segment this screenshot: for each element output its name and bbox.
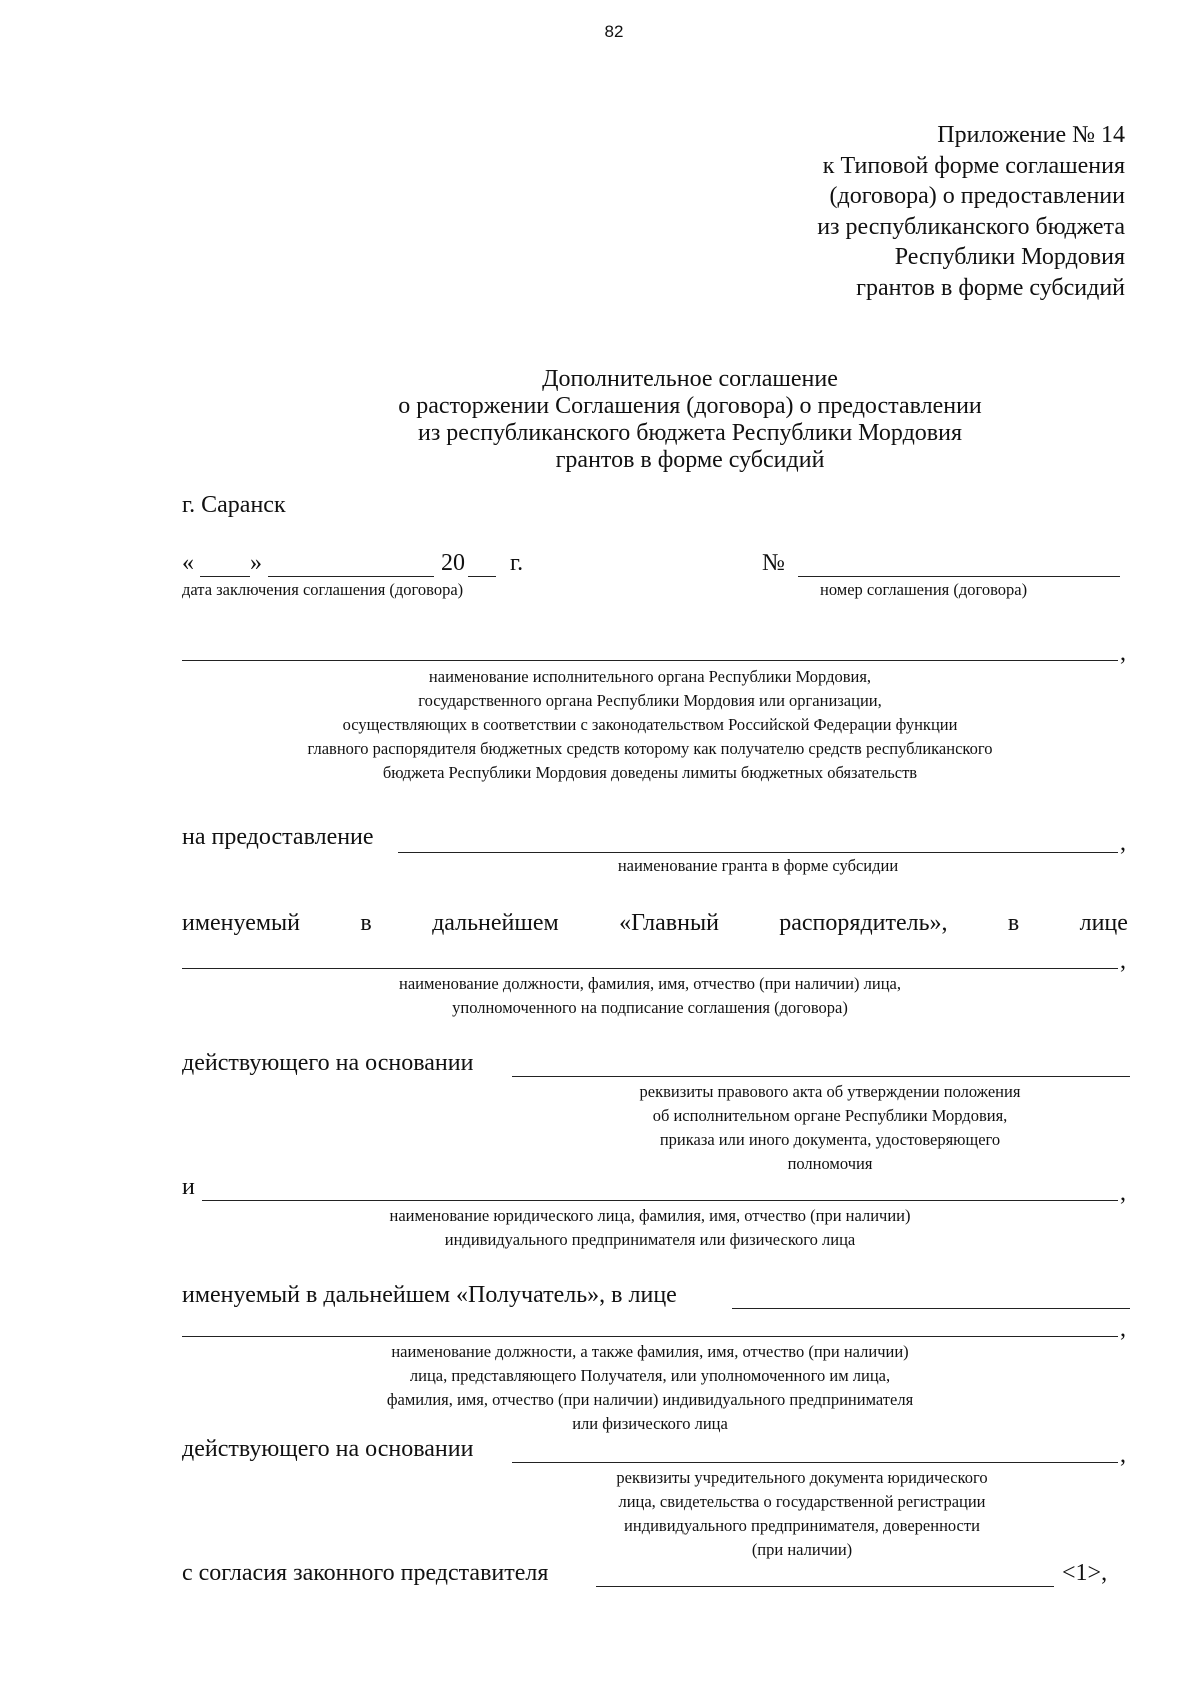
document-title (360, 366, 1020, 474)
organization-caption (182, 665, 1118, 785)
grant-label: на предоставление (182, 824, 374, 850)
word: «Главный (619, 910, 719, 936)
caption-line: главного распорядителя бюджетных средств которому как получателю средств республиканского (307, 739, 993, 758)
number-caption: номер соглашения (договора) (820, 580, 1028, 599)
appendix-line: Республики Мордовия (894, 244, 1125, 270)
number-sign: № (762, 550, 785, 576)
recipient-position-blank[interactable] (182, 1336, 1118, 1337)
appendix-line: грантов в форме субсидий (856, 274, 1125, 301)
agreement-number-blank[interactable] (798, 576, 1120, 577)
date-year-blank[interactable] (468, 576, 496, 577)
legal-representative-blank[interactable] (596, 1586, 1054, 1587)
caption-line: бюджета Республики Мордовия доведены лимиты бюджетных обязательств (382, 763, 918, 782)
appendix-line: Приложение № 14 (937, 122, 1125, 148)
caption-line: реквизиты учредительного документа юридического (616, 1468, 988, 1487)
official-position-blank[interactable] (182, 968, 1118, 969)
caption-line: осуществляющих в соответствии с законодательством Российской Федерации функции (342, 715, 958, 734)
position-comma: , (1120, 948, 1126, 974)
appendix-line: к Типовой форме соглашения (822, 152, 1125, 179)
caption-line: лица, представляющего Получателя, или уполномоченного им лица, (409, 1366, 891, 1385)
caption-line: об исполнительном органе Республики Мордовия, (652, 1106, 1008, 1125)
caption-line: фамилия, имя, отчество (при наличии) индивидуального предпринимателя (386, 1390, 914, 1409)
title-line: Дополнительное соглашение (542, 366, 838, 392)
word: распорядитель», (779, 910, 948, 936)
caption-line: приказа или иного документа, удостоверяющего (659, 1130, 1001, 1149)
consent-label: с согласия законного представителя (182, 1560, 549, 1586)
date-month-blank[interactable] (268, 576, 434, 577)
basis-label-1: действующего на основании (182, 1050, 474, 1076)
recipient-position-caption (182, 1340, 1118, 1436)
page-number: 82 (604, 22, 624, 41)
date-caption: дата заключения соглашения (договора) (182, 580, 464, 599)
word: лице (1079, 910, 1128, 936)
date-year-prefix: 20 (441, 550, 465, 576)
caption-line: индивидуального предпринимателя, доверенности (624, 1516, 980, 1535)
date-open-quote: « (182, 550, 194, 576)
grant-caption: наименование гранта в форме субсидии (617, 856, 899, 875)
title-line: о расторжении Соглашения (договора) о предоставлении (398, 393, 982, 419)
recipient-representative-blank[interactable] (732, 1308, 1130, 1309)
position-caption (182, 972, 1118, 1020)
word: дальнейшем (432, 910, 559, 936)
footnote-reference: <1>, (1062, 1560, 1108, 1586)
recipient-caption (182, 1204, 1118, 1252)
recipient-name-blank[interactable] (202, 1200, 1118, 1201)
appendix-header (817, 120, 1125, 303)
caption-line: наименование должности, фамилия, имя, отчество (при наличии) лица, (399, 974, 901, 993)
caption-line: наименование должности, а также фамилия, имя, отчество (при наличии) (391, 1342, 909, 1361)
and-comma: , (1120, 1180, 1126, 1206)
grant-name-blank[interactable] (398, 852, 1118, 853)
legal-act-blank[interactable] (512, 1076, 1130, 1077)
caption-line: наименование юридического лица, фамилия, имя, отчество (при наличии) (389, 1206, 911, 1225)
word: именуемый (182, 910, 301, 936)
caption-line: реквизиты правового акта об утверждении положения (639, 1082, 1021, 1101)
caption-line: полномочия (787, 1154, 873, 1173)
caption-line: лица, свидетельства о государственной регистрации (618, 1492, 986, 1511)
basis-caption-2 (552, 1466, 1052, 1562)
date-close-quote: » (250, 550, 262, 576)
date-day-blank[interactable] (200, 576, 250, 577)
and-label: и (182, 1174, 195, 1200)
founding-document-blank[interactable] (512, 1462, 1118, 1463)
basis-caption-1 (570, 1080, 1090, 1176)
grant-comma: , (1120, 830, 1126, 856)
caption-line: или физического лица (572, 1414, 728, 1433)
named-main-manager-row (182, 910, 1128, 937)
caption-line: (при наличии) (751, 1540, 853, 1559)
appendix-line: из республиканского бюджета (817, 213, 1125, 240)
date-year-suffix: г. (510, 550, 524, 576)
title-line: грантов в форме субсидий (555, 447, 825, 473)
organization-comma: , (1120, 640, 1126, 666)
basis-label-2: действующего на основании (182, 1436, 474, 1462)
appendix-line: (договора) о предоставлении (829, 183, 1125, 209)
city: г. Саранск (182, 492, 286, 518)
word: в (1007, 910, 1020, 936)
recipient-position-comma: , (1120, 1316, 1126, 1342)
caption-line: наименование исполнительного органа Республики Мордовия, (428, 667, 872, 686)
title-line: из республиканского бюджета Республики Мордовия (417, 420, 963, 446)
caption-line: государственного органа Республики Мордовия или организации, (418, 691, 882, 710)
organization-blank[interactable] (182, 660, 1118, 661)
caption-line: индивидуального предпринимателя или физического лица (444, 1230, 856, 1249)
caption-line: уполномоченного на подписание соглашения (договора) (452, 998, 848, 1017)
basis-comma-2: , (1120, 1442, 1126, 1468)
recipient-label: именуемый в дальнейшем «Получатель», в лице (182, 1282, 677, 1308)
word: в (360, 910, 372, 936)
